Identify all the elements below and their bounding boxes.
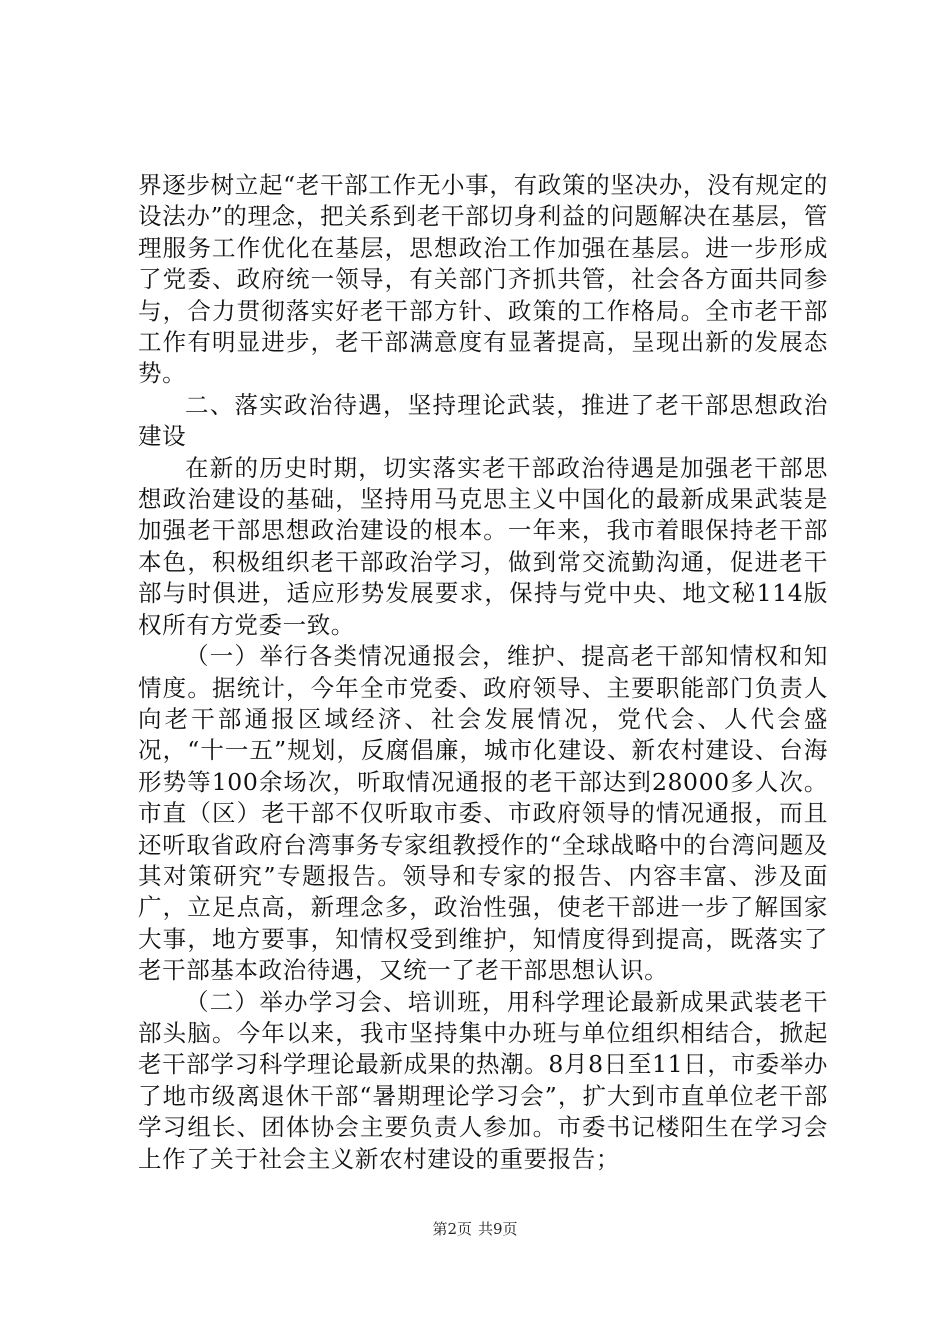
document-body: [138, 170, 828, 1175]
paragraph-continuation: 界逐步树立起“老干部工作无小事，有政策的坚决办，没有规定的设法办”的理念，把关系到老干部切身利益的问题解决在基层，管理服务工作优化在基层，思想政治工作加强在基层。进一步形成了党委、政府统一领导，有关部门齐抓共管，社会各方面共同参与，合力贯彻落实好老干部方针、政策的工作格局。全市老干部工作有明显进步，老干部满意度有显著提高，呈现出新的发展态势。: [138, 171, 828, 388]
page-footer: [0, 1218, 950, 1239]
paragraph: （二）举办学习会、培训班，用科学理论最新成果武装老干部头脑。今年以来，我市坚持集中办班与单位组织相结合，掀起老干部学习科学理论最新成果的热潮。8月8日至11日，市委举办了地市级离退休干部“暑期理论学习会”，扩大到市直单位老干部学习组长、团体协会主要负责人参加。市委书记楼阳生在学习会上作了关于社会主义新农村建设的重要报告；: [138, 987, 828, 1173]
paragraph: 在新的历史时期，切实落实老干部政治待遇是加强老干部思想政治建设的基础，坚持用马克思主义中国化的最新成果武装是加强老干部思想政治建设的根本。一年来，我市着眼保持老干部本色，积极组织老干部政治学习，做到常交流勤沟通，促进老干部与时俱进，适应形势发展要求，保持与党中央、地文秘114版权所有方党委一致。: [138, 453, 828, 639]
paragraph: （一）举行各类情况通报会，维护、提高老干部知情权和知情度。据统计，今年全市党委、政府领导、主要职能部门负责人向老干部通报区域经济、社会发展情况，党代会、人代会盛况，“十一五”规划，反腐倡廉，城市化建设、新农村建设、台海形势等100余场次，听取情况通报的老干部达到28000多人次。市直（区）老干部不仅听取市委、市政府领导的情况通报，而且还听取省政府台湾事务专家组教授作的“全球战略中的台湾问题及其对策研究”专题报告。领导和专家的报告、内容丰富、涉及面广，立足点高，新理念多，政治性强，使老干部进一步了解国家大事，地方要事，知情权受到维护，知情度得到提高，既落实了老干部基本政治待遇，又统一了老干部思想认识。: [138, 642, 828, 985]
page-number: 第2页: [432, 1220, 472, 1238]
page-total: 共9页: [478, 1220, 518, 1238]
section-heading: 二、落实政治待遇，坚持理论武装，推进了老干部思想政治建设: [138, 390, 828, 451]
